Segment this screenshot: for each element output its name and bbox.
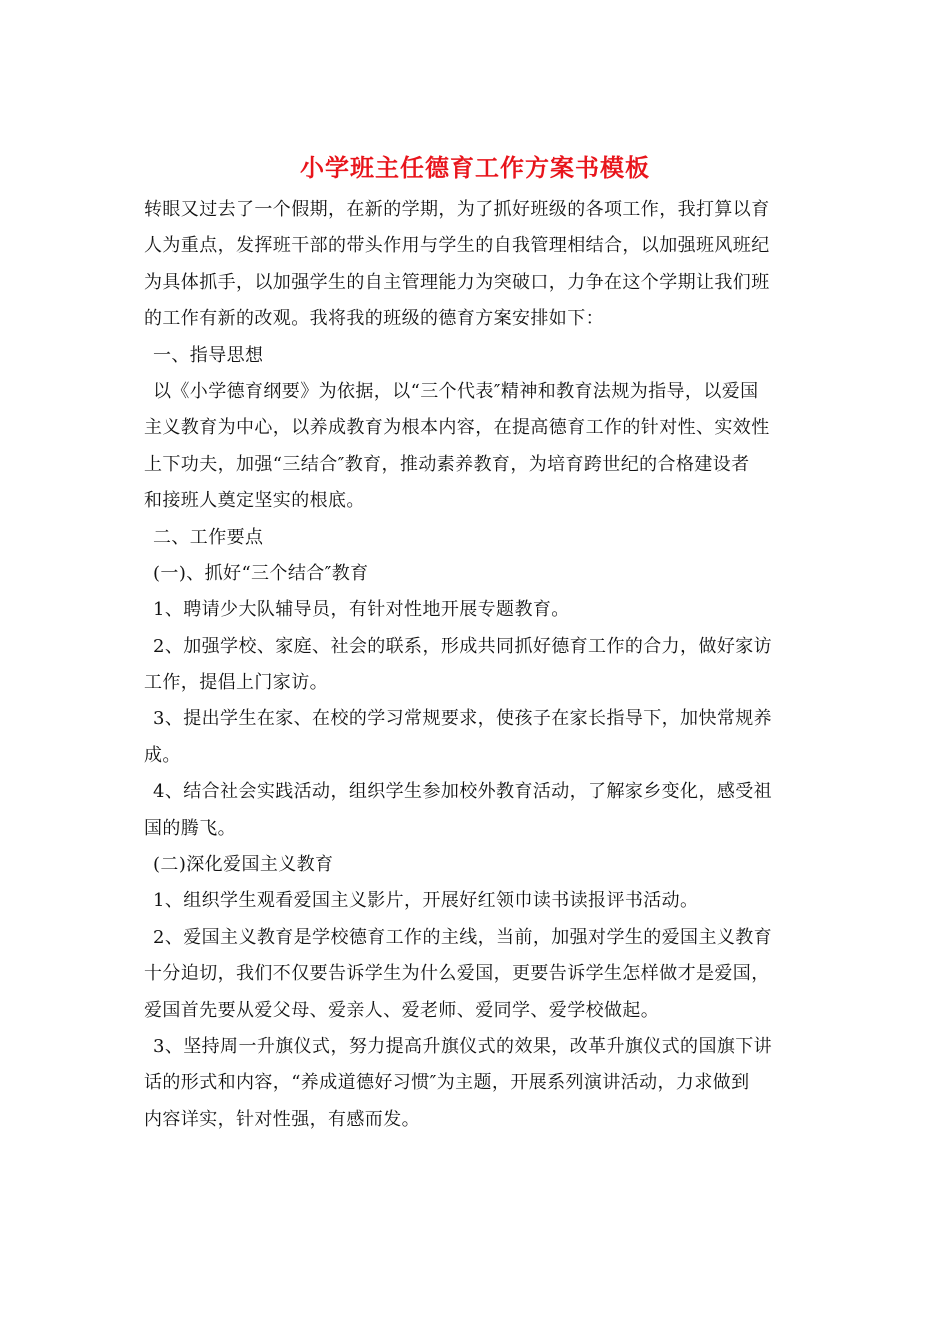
body-line: 成。 bbox=[144, 744, 181, 766]
body-line: 爱国首先要从爱父母、爱亲人、爱老师、爱同学、爱学校做起。 bbox=[144, 999, 660, 1021]
list-item: 1、聘请少大队辅导员，有针对性地开展专题教育。 bbox=[153, 599, 570, 621]
body-line: 的工作有新的改观。我将我的班级的德育方案安排如下： bbox=[144, 308, 604, 330]
list-item: 3、坚持周一升旗仪式，努力提高升旗仪式的效果，改革升旗仪式的国旗下讲 bbox=[153, 1035, 773, 1057]
list-item: 4、结合社会实践活动，组织学生参加校外教育活动，了解家乡变化，感受祖 bbox=[153, 781, 773, 803]
body-line: 工作，提倡上门家访。 bbox=[144, 672, 328, 694]
body-line: 十分迫切，我们不仅要告诉学生为什么爱国，更要告诉学生怎样做才是爱国， bbox=[144, 963, 770, 985]
list-item: 2、加强学校、家庭、社会的联系，形成共同抓好德育工作的合力，做好家访 bbox=[153, 635, 773, 657]
section-heading: 二、工作要点 bbox=[153, 526, 264, 548]
list-item: 1、组织学生观看爱国主义影片，开展好红领巾读书读报评书活动。 bbox=[153, 890, 699, 912]
subsection-heading: (一)、抓好“三个结合″教育 bbox=[153, 562, 369, 584]
list-item: 3、提出学生在家、在校的学习常规要求，使孩子在家长指导下，加快常规养 bbox=[153, 708, 773, 730]
document-body bbox=[144, 192, 808, 1138]
section-heading: 一、指导思想 bbox=[153, 344, 264, 366]
document-title: 小学班主任德育工作方案书模板 bbox=[300, 153, 650, 182]
body-line: 人为重点，发挥班干部的带头作用与学生的自我管理相结合，以加强班风班纪 bbox=[144, 235, 770, 257]
subsection-heading: (二)深化爱国主义教育 bbox=[153, 854, 334, 876]
body-line: 上下功夫，加强“三结合″教育，推动素养教育，为培育跨世纪的合格建设者 bbox=[144, 453, 750, 475]
body-line: 内容详实，针对性强，有感而发。 bbox=[144, 1108, 420, 1130]
body-line: 转眼又过去了一个假期，在新的学期，为了抓好班级的各项工作，我打算以育 bbox=[144, 199, 770, 220]
list-item: 2、爱国主义教育是学校德育工作的主线，当前，加强对学生的爱国主义教育 bbox=[153, 926, 773, 948]
body-line: 主义教育为中心，以养成教育为根本内容，在提高德育工作的针对性、实效性 bbox=[144, 417, 770, 439]
body-line: 和接班人奠定坚实的根底。 bbox=[144, 490, 365, 512]
body-line: 为具体抓手，以加强学生的自主管理能力为突破口，力争在这个学期让我们班 bbox=[144, 271, 770, 293]
body-line: 国的腾飞。 bbox=[144, 817, 236, 839]
body-line: 话的形式和内容，“养成道德好习惯″为主题，开展系列演讲活动，力求做到 bbox=[144, 1072, 750, 1094]
body-line: 以《小学德育纲要》为依据，以“三个代表″精神和教育法规为指导，以爱国 bbox=[153, 380, 759, 402]
